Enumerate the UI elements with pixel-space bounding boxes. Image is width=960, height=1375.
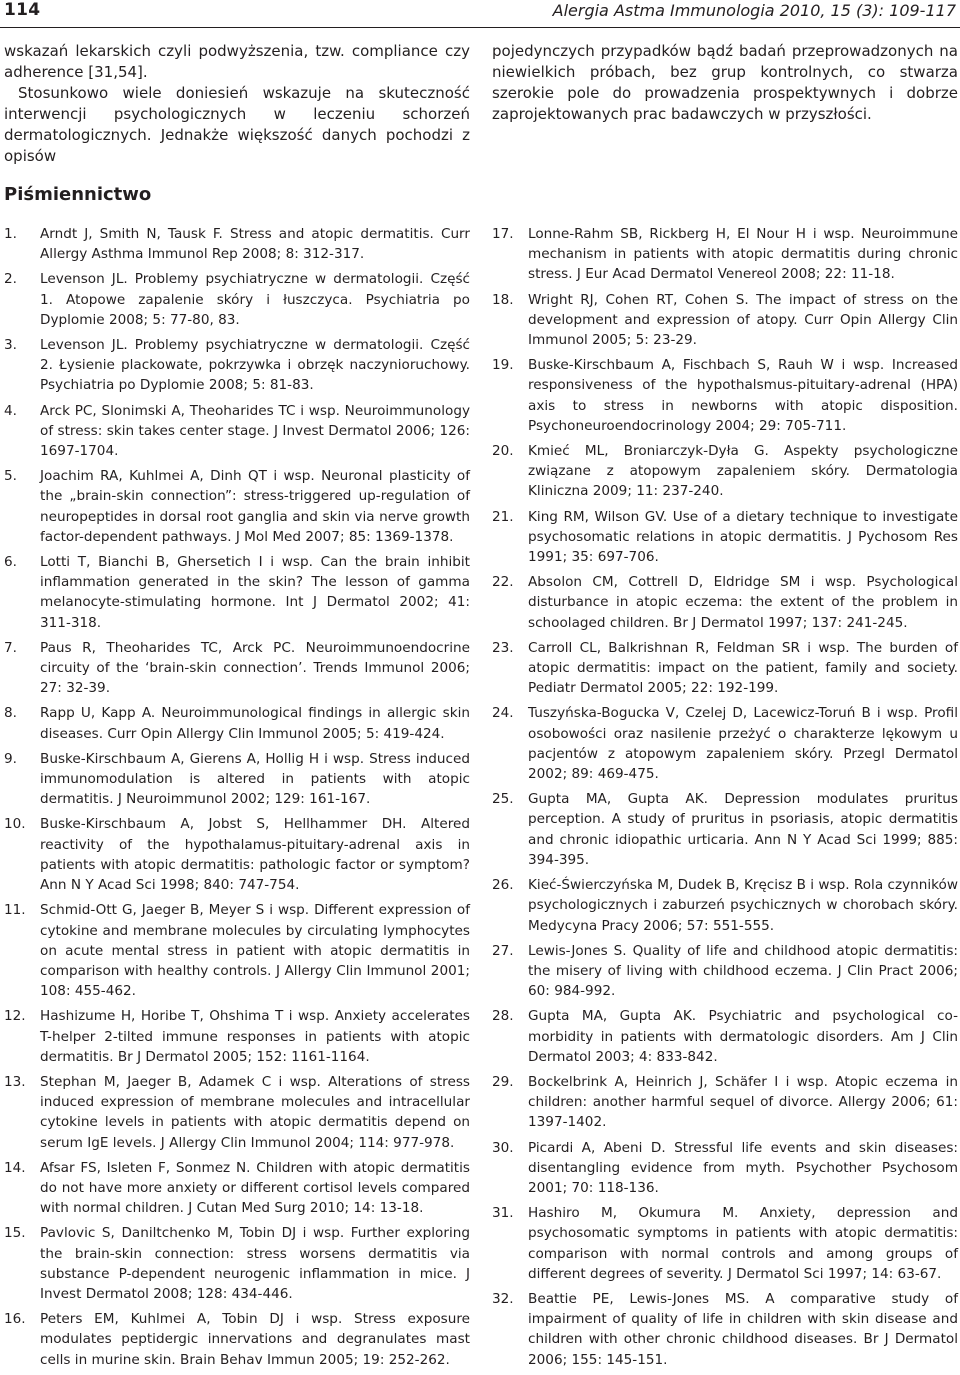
reference-item (4, 269, 470, 330)
reference-item (4, 224, 470, 264)
reference-number: 22. (492, 574, 514, 591)
reference-number: 23. (492, 639, 514, 656)
reference-text: Lewis-Jones S. Quality of life and childhood atopic dermatitis: the misery of living with childhood eczema. J Clin Pract 2006; 60: 984-992. (528, 942, 958, 1000)
reference-text: Buske-Kirschbaum A, Gierens A, Hollig H i wsp. Stress induced immunomodulation is altered in patients with atopic dermatitis. J Neuroimmunol 2002; 129: 161-167. (40, 750, 470, 808)
reference-text: Bockelbrink A, Heinrich J, Schäfer I i wsp. Atopic eczema in children: another harmful sequel of divorce. Allergy 2006; 61: 1397-1402. (528, 1073, 958, 1131)
references-heading: Piśmiennictwo (4, 184, 152, 205)
reference-item (4, 703, 470, 743)
reference-text: Hashizume H, Horibe T, Ohshima T i wsp. Anxiety accelerates T-helper 2-tilted immune responses in patients with atopic dermatitis. Br J Dermatol 2005; 152: 1161-1164. (40, 1008, 470, 1065)
reference-text: Arck PC, Slonimski A, Theoharides TC i wsp. Neuroimmunology of stress: skin takes center stage. J Invest Dermatol 2006; 126: 1697-1704. (40, 402, 470, 460)
reference-item (4, 900, 470, 1001)
reference-number: 14. (4, 1159, 26, 1176)
reference-text: Hashiro M, Okumura M. Anxiety, depression and psychosomatic symptoms in patients with atopic dermatitis: comparison with normal controls and among groups of different degrees of severity. J Dermatol Sci 1997; 14: 63-67. (528, 1205, 958, 1282)
reference-number: 18. (492, 291, 514, 308)
reference-text: Joachim RA, Kuhlmei A, Dinh QT i wsp. Neuronal plasticity of the „brain-skin connection”: stress-triggered up-regulation of neuropeptides in dorsal root ganglia and skin via nerve growth factor-dependent pathways. J Mol Med 2007; 85: 1369-1378. (40, 468, 470, 545)
reference-text: Lonne-Rahm SB, Rickberg H, El Nour H i wsp. Neuroimmune mechanism in patients with atopic dermatitis during chronic stress. J Eur Acad Dermatol Venereol 2008; 22: 11-18. (528, 226, 958, 283)
reference-number: 8. (4, 705, 17, 722)
reference-text: Wright RJ, Cohen RT, Cohen S. The impact of stress on the development and expression of atopy. Curr Opin Allergy Clin Immunol 2005; 5: 23-29. (528, 291, 958, 349)
intro-paragraph: Stosunkowo wiele doniesień wskazuje na skuteczność interwencji psychologicznych w leczeniu schorzeń dermatologicznych. Jednakże większość danych pochodzi z opisów (4, 84, 470, 165)
reference-number: 9. (4, 750, 17, 767)
reference-item (492, 1289, 958, 1370)
reference-number: 12. (4, 1008, 26, 1025)
reference-number: 31. (492, 1205, 514, 1222)
reference-number: 20. (492, 443, 514, 460)
reference-number: 6. (4, 554, 17, 571)
reference-item (492, 441, 958, 502)
reference-item (4, 638, 470, 699)
reference-text: Stephan M, Jaeger B, Adamek C i wsp. Alterations of stress induced expression of membrane molecules and intracellular cytokine levels in patients with atopic dermatitis depend on serum IgE levels. J Allergy Clin Immunol 2004; 114: 977-978. (40, 1073, 470, 1151)
reference-text: Levenson JL. Problemy psychiatryczne w dermatologii. Część 2. Łysienie plackowate, pokrzywka i obrzęk naczynioruchowy. Psychiatria po Dyplomie 2008; 5: 81-83. (40, 337, 470, 394)
references-list-left (4, 224, 470, 1375)
reference-item (4, 1006, 470, 1067)
reference-number: 27. (492, 942, 514, 959)
reference-text: King RM, Wilson GV. Use of a dietary technique to investigate psychosomatic relations in atopic dermatitis. J Pychosom Res 1991; 35: 697-706. (528, 508, 958, 566)
reference-number: 16. (4, 1311, 26, 1328)
reference-text: Absolon CM, Cottrell D, Eldridge SM i wsp. Psychological disturbance in atopic eczema: the extent of the problem in schoolaged children. Br J Dermatol 1997; 137: 241-245. (528, 574, 958, 631)
reference-number: 7. (4, 639, 17, 656)
reference-number: 29. (492, 1073, 514, 1090)
references-list-right (492, 224, 958, 1375)
reference-number: 19. (492, 357, 514, 374)
reference-text: Rapp U, Kapp A. Neuroimmunological findings in allergic skin diseases. Curr Opin Allergy Clin Immunol 2005; 5: 419-424. (40, 705, 470, 742)
intro-text-right (492, 41, 958, 125)
reference-item (492, 290, 958, 351)
reference-number: 21. (492, 508, 514, 525)
reference-item (4, 552, 470, 633)
reference-text: Paus R, Theoharides TC, Arck PC. Neuroimmunoendocrine circuity of the ‘brain-skin connection’. Trends Immunol 2006; 27: 32-39. (40, 639, 470, 697)
reference-item (4, 1072, 470, 1153)
reference-number: 25. (492, 791, 514, 808)
reference-text: Lotti T, Bianchi B, Ghersetich I i wsp. Can the brain inhibit inflammation generated in the skin? The lesson of gamma melanocyte-stimulating hormone. Int J Dermatol 2002; 41: 311-318. (40, 554, 470, 631)
intro-paragraph: wskazań lekarskich czyli podwyższenia, tzw. compliance czy adherence [31,54]. (4, 42, 470, 81)
reference-number: 2. (4, 271, 17, 288)
reference-text: Beattie PE, Lewis-Jones MS. A comparative study of impairment of quality of life in children with skin disease and children with other chronic childhood diseases. Br J Dermatol 2006; 155: 145-151. (528, 1290, 958, 1368)
reference-number: 1. (4, 226, 17, 242)
intro-paragraph: pojedynczych przypadków bądź badań przeprowadzonych na niewielkich próbach, bez grup kontrolnych, co stwarza szerokie pole do prowadzenia prospektywnych i dobrze zaprojektowanych prac badawczych w przyszłości. (492, 42, 958, 123)
reference-item (4, 814, 470, 895)
reference-item (492, 572, 958, 633)
journal-citation: Alergia Astma Immunologia 2010, 15 (3): 109-117 (552, 1, 956, 20)
reference-text: Picardi A, Abeni D. Stressful life events and skin diseases: disentangling evidence from myth. Psychother Psychosom 2001; 70: 118-136. (528, 1139, 958, 1196)
reference-text: Kieć-Świerczyńska M, Dudek B, Kręcisz B i wsp. Rola czynników psychologicznych i zaburzeń psychicznych w chorobach skóry. Medycyna Pracy 2006; 57: 551-555. (528, 877, 958, 934)
reference-item (492, 507, 958, 568)
reference-item (4, 466, 470, 547)
reference-text: Gupta MA, Gupta AK. Depression modulates pruritus perception. A study of pruritus in psoriasis, atopic dermatitis and chronic idiopathic urticaria. Ann N Y Acad Sci 1999; 885: 394-395. (528, 791, 958, 868)
reference-number: 15. (4, 1225, 26, 1242)
reference-item (492, 638, 958, 699)
reference-number: 10. (4, 816, 26, 833)
reference-item (492, 875, 958, 936)
reference-item (492, 1138, 958, 1199)
reference-item (4, 1309, 470, 1370)
reference-text: Arndt J, Smith N, Tausk F. Stress and atopic dermatitis. Curr Allergy Asthma Immunol Rep 2008; 8: 312-317. (40, 226, 470, 263)
reference-item (492, 703, 958, 784)
reference-item (492, 941, 958, 1002)
reference-item (492, 1006, 958, 1067)
reference-number: 24. (492, 705, 514, 722)
reference-number: 4. (4, 402, 17, 419)
reference-item (4, 749, 470, 810)
page-header (0, 0, 960, 28)
reference-number: 28. (492, 1008, 514, 1025)
reference-item (4, 1158, 470, 1219)
reference-number: 5. (4, 468, 17, 485)
reference-text: Carroll CL, Balkrishnan R, Feldman SR i wsp. The burden of atopic dermatitis: impact on the patient, family and society. Pediatr Dermatol 2005; 22: 192-199. (528, 639, 958, 697)
reference-number: 30. (492, 1139, 514, 1156)
reference-number: 3. (4, 337, 17, 354)
reference-number: 13. (4, 1073, 26, 1090)
reference-number: 32. (492, 1290, 514, 1307)
reference-number: 11. (4, 902, 26, 919)
reference-number: 17. (492, 226, 514, 242)
page-number: 114 (4, 0, 41, 20)
reference-text: Gupta MA, Gupta AK. Psychiatric and psychological co-morbidity in patients with dermatologic disorders. Am J Clin Dermatol 2003; 4: 833-842. (528, 1008, 958, 1065)
reference-text: Levenson JL. Problemy psychiatryczne w dermatologii. Część 1. Atopowe zapalenie skóry i łuszczyca. Psychiatria po Dyplomie 2008; 5: 77-80, 83. (40, 271, 470, 328)
reference-item (492, 789, 958, 870)
reference-item (4, 1223, 470, 1304)
reference-item (4, 401, 470, 462)
reference-item (492, 224, 958, 285)
reference-text: Tuszyńska-Bogucka V, Czelej D, Lacewicz-Toruń B i wsp. Profil osobowości oraz nasilenie przeżyć o charakterze lękowym u pacjentów z atopowym zapaleniem skóry. Przegl Dermatol 2002; 89: 469-475. (528, 705, 958, 783)
reference-item (492, 1203, 958, 1284)
reference-text: Afsar FS, Isleten F, Sonmez N. Children with atopic dermatitis do not have more anxiety or different cortisol levels compared with normal children. J Cutan Med Surg 2010; 14: 13-18. (40, 1159, 470, 1217)
reference-item (4, 335, 470, 396)
reference-text: Schmid-Ott G, Jaeger B, Meyer S i wsp. Different expression of cytokine and membrane molecules by circulating lymphocytes on acute mental stress in patient with atopic dermatitis in comparison with healthy controls. J Allergy Clin Immunol 2001; 108: 455-462. (40, 902, 470, 1000)
reference-text: Buske-Kirschbaum A, Fischbach S, Rauh W i wsp. Increased responsiveness of the hypothalsmus-pituitary-adrenal (HPA) axis to stress in newborns with atopic disposition. Psychoneuroendocrinology 2004; 29: 705-711. (528, 357, 958, 434)
reference-item (492, 355, 958, 436)
reference-text: Kmieć ML, Broniarczyk-Dyła G. Aspekty psychologiczne związane z atopowym zapaleniem skóry. Dermatologia Kliniczna 2009; 11: 237-240. (528, 443, 958, 500)
reference-text: Pavlovic S, Daniltchenko M, Tobin DJ i wsp. Further exploring the brain-skin connection: stress worsens dermatitis via substance P-dependent neurogenic inflammation in mice. J Invest Dermatol 2008; 128: 434-446. (40, 1225, 470, 1302)
reference-text: Peters EM, Kuhlmei A, Tobin DJ i wsp. Stress exposure modulates peptidergic innervations and degranulates mast cells in murine skin. Brain Behav Immun 2005; 19: 252-262. (40, 1311, 470, 1368)
reference-text: Buske-Kirschbaum A, Jobst S, Hellhammer DH. Altered reactivity of the hypothalamus-pituitary-adrenal axis in patients with atopic dermatitis: pathologic factor or symptom? Ann N Y Acad Sci 1998; 840: 747-754. (40, 816, 470, 894)
intro-text-left (4, 41, 470, 167)
reference-number: 26. (492, 877, 514, 894)
reference-item (492, 1072, 958, 1133)
